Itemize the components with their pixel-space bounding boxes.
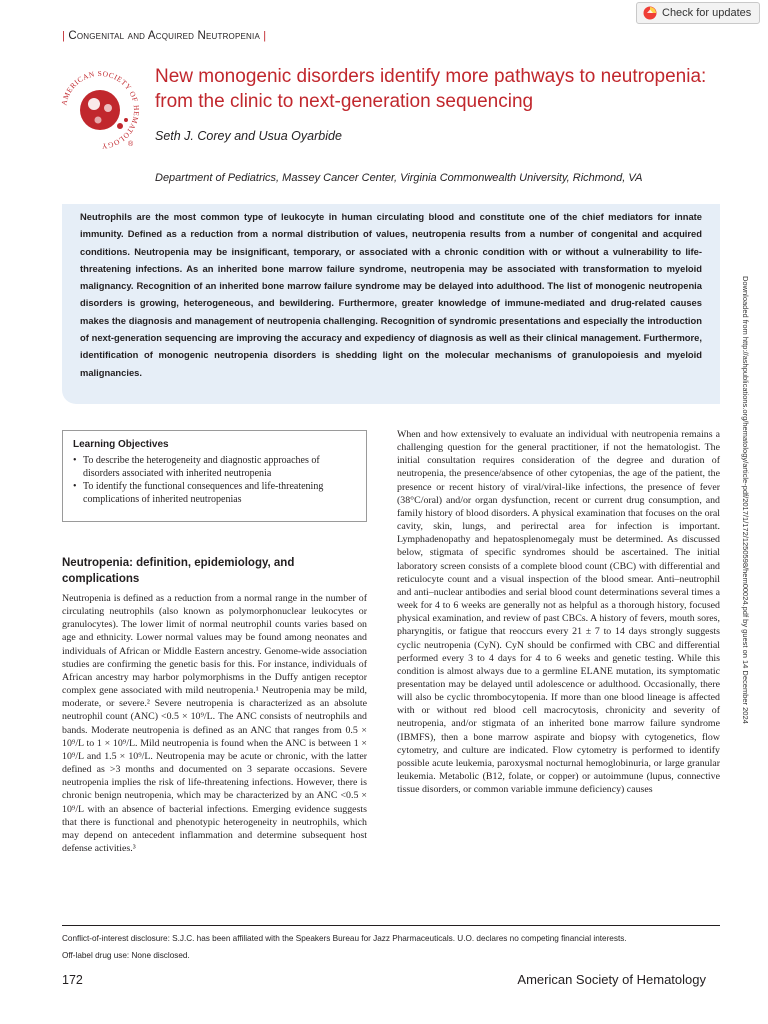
bullet-icon: •: [73, 481, 77, 492]
list-item: [73, 481, 356, 506]
footer-notes: [62, 930, 720, 964]
article-authors: Seth J. Corey and Usua Oyarbide: [155, 129, 342, 143]
right-column-paragraph: When and how extensively to evaluate an individual with neutropenia remains a challenging question for the general practitioner, if not the hematologist. The initial consultation requires consideration of the degree and duration of neutropenia, the presence/absence of other cytopenias, the age of the patient, the presence or recent history of viral/viral-like infections, the presence of fever (38°C/oral) and/or organ dysfunction, recent or current drug consumption, and family history of blood disorders. A physical examination that focuses on the oral cavity, skin, lungs, and perirectal area for infection is important. Lymphadenopathy and hepatosplenomegaly must be determined. As discussed below, stigmata of specific syndromes should be ascertained. The initial laboratory screen consists of a complete blood count (CBC) with differential and reticulocyte count and a visual inspection of the blood smear. Anti–neutrophil and anti–nuclear antibodies and serial blood count determinations several times a week for 4 to 6 weeks are generally not as helpful as a thorough history, focused physical examination, and review of past CBCs. A history of fevers, mouth sores, pharyngitis, or fatigue that reoccurs every 21 ± 7 to 14 days strongly suggests cyclic neutropenia (CyN). CyN should be confirmed with CBC and differential performed every 3 to 4 days for 4 to 6 weeks and genetic testing. While this condition is almost always due to a germline ELANE mutation, its symptomatic presentation may be delayed until adolescence or adulthood. Occasionally, there will also be cyclic thrombocytopenia. If more than one blood lineage is affected with or without red blood cell macrocytosis, chronicity and severity of neutropenia, and/or stigmata of an inherited bone marrow failure syndrome (IBMFS), then a bone marrow aspirate and biopsy with cytogenetics, flow cytometry, and culture are indicated. Flow cytometry is performed to identify possible acute leukemia, paroxysmal nocturnal hemoglobinuria, or large granular leukemia. Metabolic (B12, folate, or copper) or autoimmune (lupus, connective tissue disorders, or common variable immune deficiency) causes: [397, 429, 720, 796]
learning-objectives-box: [62, 430, 367, 522]
learning-objectives-title: Learning Objectives: [73, 439, 169, 450]
abstract-box: [62, 204, 720, 404]
running-head-bar-left: |: [62, 30, 66, 42]
crossmark-icon: [643, 6, 657, 20]
learning-objective-2: To identify the functional consequences and life-threatening complications of inherited neutropenias: [83, 481, 324, 505]
right-column: [397, 428, 720, 796]
ash-logo: [58, 68, 142, 152]
check-for-updates-button[interactable]: [636, 2, 760, 24]
download-note: Downloaded from http://ashpublications.org/hematology/article-pdf/2017/1/172/1250598/hem00024.pdf by guest on 14 December 2024: [741, 276, 750, 724]
list-item: [73, 455, 356, 480]
learning-objectives-list: [73, 455, 356, 506]
conflict-of-interest-note: Conflict-of-interest disclosure: S.J.C. has been affiliated with the Speakers Bureau for Jazz Pharmaceuticals. U.O. declares no competing financial interests.: [62, 934, 627, 943]
publisher-name: American Society of Hematology: [517, 972, 706, 987]
running-head: [62, 30, 266, 42]
left-column: [62, 592, 367, 855]
running-head-bar-right: |: [263, 30, 267, 42]
article-title: New monogenic disorders identify more pathways to neutropenia: from the clinic to next-generation sequencing: [155, 66, 707, 112]
left-column-paragraph: Neutropenia is defined as a reduction from a normal range in the number of circulating neutrophils (also known as polymorphonuclear leukocytes or granulocytes). The lower limit of normal neutrophil counts varies based on age and ethnicity. Lower normal values may be found among neonates and individuals of African or Middle Eastern ancestry. Genome-wide association studies are confirming the genetic basis for this. For instance, individuals of African ancestry may harbor polymorphisms in the Duffy antigen receptor complex gene associated with mild neutropenia.¹ Neutropenia may be mild, moderate, or severe.² Severe neutropenia is characterized as an absolute neutrophil count (ANC) <0.5 × 10⁹/L. The ANC consists of neutrophils and bands. Moderate neutropenia is defined as an ANC that ranges from 0.5 × 10⁹/L to 1 × 10⁹/L. Mild neutropenia is found when the ANC is between 1 × 10⁹/L and 1.5 × 10⁹/L. Neutropenia may be acute or chronic, with the latter defined as >3 months and documented on 3 separate occasions. Severe neutropenia implies the risk of life-threatening infections. However, there is chronic benign neutropenia, which may be characterized by an ANC <0.5 × 10⁹/L with an absence of bacterial infections. Emerging evidence suggests that there is functional and phenotypic heterogeneity in neutrophils, which may depend on antecedent inflammation and determine subsequent host defense activities.³: [62, 593, 367, 854]
article-affiliation: Department of Pediatrics, Massey Cancer Center, Virginia Commonwealth University, Richmond, VA: [155, 172, 643, 184]
abstract-text: Neutrophils are the most common type of leukocyte in human circulating blood and constitute one of the chief mediators for innate immunity. Defined as a reduction from a normal distribution of values, neutropenia results from a number of congenital and acquired conditions. Neutropenia may be insignificant, temporary, or associated with a chronic condition with or without a vulnerability to life-threatening infections. As an inherited bone marrow failure syndrome, neutropenia may be associated with transformation to myeloid malignancy. Recognition of an inherited bone marrow failure syndrome may be delayed into adulthood. The list of monogenic neutropenia disorders is growing, heterogeneous, and bewildering. Furthermore, greater knowledge of immune-mediated and drug-related causes makes the diagnosis and management of neutropenia challenging. Recognition of syndromic presentations and especially the introduction of next-generation sequencing are improving the accuracy and expediency of diagnosis as well as their clinical management. Furthermore, identification of monogenic neutropenia disorders is shedding light on the molecular mechanisms of granulopoiesis and myeloid malignancies.: [80, 211, 702, 378]
footer-divider: [62, 925, 720, 926]
logo-ring-text: AMERICAN SOCIETY OF HEMATOLOGY: [59, 68, 142, 152]
running-head-text: Congenital and Acquired Neutropenia: [68, 30, 260, 42]
section-heading: Neutropenia: definition, epidemiology, and complications: [62, 557, 295, 585]
check-for-updates-label: Check for updates: [662, 7, 752, 19]
learning-objective-1: To describe the heterogeneity and diagnostic approaches of disorders associated with inherited neutropenia: [83, 455, 320, 479]
logo-registered-mark: ®: [128, 141, 134, 148]
off-label-note: Off-label drug use: None disclosed.: [62, 951, 190, 960]
page-number: 172: [62, 973, 83, 987]
bullet-icon: •: [73, 455, 77, 466]
